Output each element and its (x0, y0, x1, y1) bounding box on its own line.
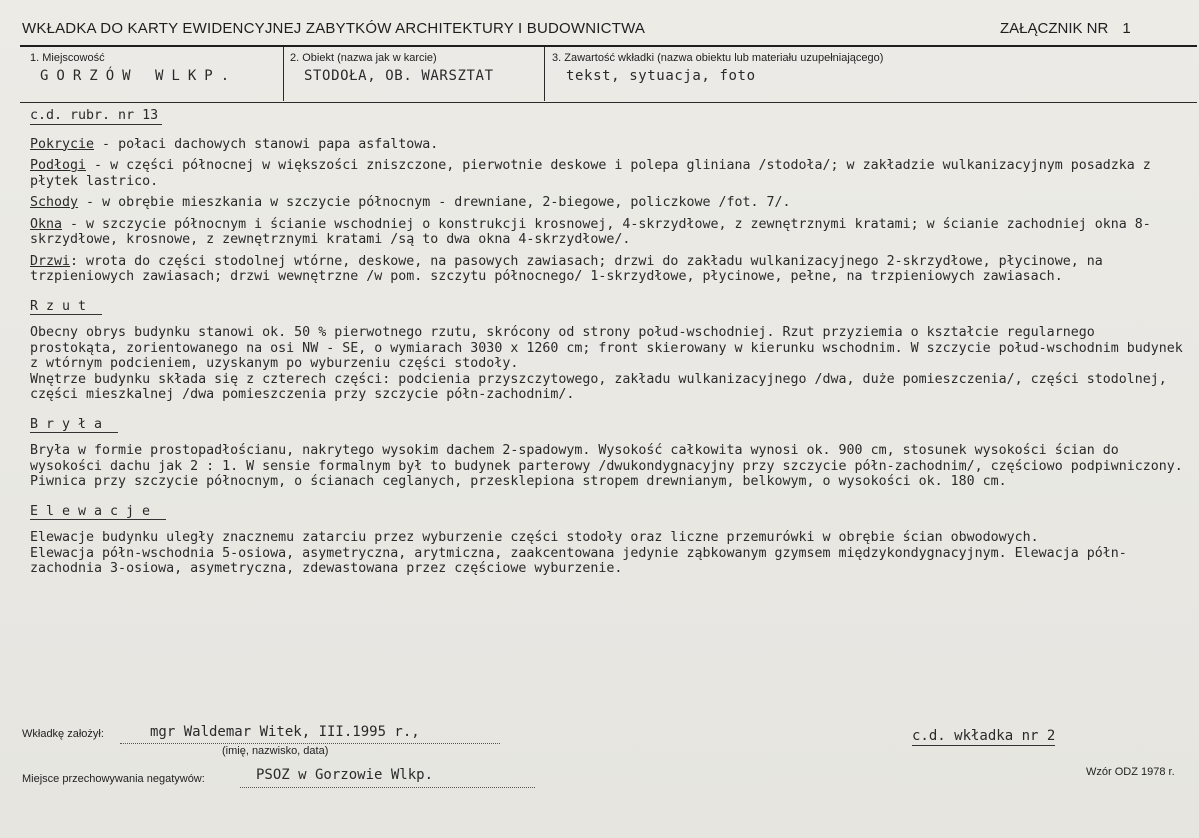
author-label: Wkładkę założył: (22, 728, 104, 740)
author-line (120, 743, 500, 744)
heading-massing: Bryła (30, 417, 118, 434)
text-doors: : wrota do części stodolnej wtórne, deskowe, na pasowych zawiasach; drzwi do zakładu wulkanizacyjnego 2-skrzydłowe, płycinowe, na trzpieniowych zawiasach; drzwi wewnętrzne /w pom. szczytu północnego/ 1-skrzydłowe, płycinowe, pełne, na trzpieniowych zawiasach. (30, 253, 1103, 284)
storage-line (240, 787, 535, 788)
paragraph-roofing (30, 137, 1190, 153)
lead-stairs: Schody (30, 195, 79, 210)
description-body (30, 108, 1190, 583)
object-label: 2. Obiekt (nazwa jak w karcie) (290, 52, 437, 64)
attachment-label: ZAŁĄCZNIK NR (1000, 20, 1109, 37)
continuation-note: c.d. wkładka nr 2 (912, 728, 1056, 744)
form-code: Wzór ODZ 1978 r. (1086, 766, 1175, 778)
paragraph-floors (30, 158, 1190, 189)
contents-value: tekst, sytuacja, foto (566, 68, 756, 84)
locality-value: GORZÓW WLKP. (40, 68, 238, 84)
attachment-number (1000, 20, 1131, 37)
object-value: STODOŁA, OB. WARSZTAT (304, 68, 494, 84)
paragraph-stairs (30, 195, 1190, 211)
paragraph-plan-2: Wnętrze budynku składa się z czterech części: podcienia przyszczytowego, zakładu wulkanizacyjnego /dwa, duże pomieszczenia/, części stodolnej, części mieszkalnej /dwa pomieszczenia przy szczycie półn-zachodnim/. (30, 371, 1167, 402)
lead-roofing: Pokrycie (30, 136, 95, 152)
author-value: mgr Waldemar Witek, III.1995 r., (150, 724, 420, 740)
paragraph-massing: Bryła w formie prostopadłościanu, nakrytego wysokim dachem 2-spadowym. Wysokość całkowita wynosi ok. 900 cm, stosunek wysokości ścian do wysokości dachu jak 2 : 1. W sensie formalnym był to budynek parterowy /dwukondygnacyjny przy szczycie półn-zachodnim/, częściowo podpiwniczony. Piwnica przy szczycie północnym, o ścianach ceglanych, przesklepiona stropem drewnianym, belkowym, o wysokości ok. 180 cm. (30, 443, 1183, 489)
contents-label: 3. Zawartość wkładki (nazwa obiektu lub materiału uzupełniającego) (552, 52, 884, 64)
fields-bottom-rule (20, 102, 1197, 103)
text-windows: - w szczycie północnym i ścianie wschodniej o konstrukcji krosnowej, 4-skrzydłowe, z zewnętrznymi kratami; w ścianie zachodniej okna 8-skrzydłowe, krosnowe, z zewnętrznymi kratami /są to dwa okna 4-skrzydłowe/. (30, 216, 1151, 247)
header-rule (20, 45, 1197, 47)
lead-windows: Okna (30, 216, 63, 232)
author-caption: (imię, nazwisko, data) (222, 745, 329, 757)
text-stairs: - w obrębie mieszkania w szczycie północnym - drewniane, 2-biegowe, policzkowe /fot. 7/. (78, 195, 791, 210)
text-roofing: - połaci dachowych stanowi papa asfaltowa. (94, 136, 439, 152)
field-divider-1 (283, 47, 284, 101)
attachment-value: 1 (1122, 20, 1131, 37)
form-title: WKŁADKA DO KARTY EWIDENCYJNEJ ZABYTKÓW ARCHITEKTURY I BUDOWNICTWA (22, 20, 646, 37)
heading-plan: Rzut (30, 299, 102, 316)
paragraph-doors (30, 254, 1190, 285)
paragraph-plan-1: Obecny obrys budynku stanowi ok. 50 % pierwotnego rzutu, skrócony od strony połud-wschodniej. Rzut przyziemia o kształcie regularnego prostokąta, zorientowanego na osi NW - SE, o wymiarach 3030 x 1260 cm; front skierowany w kierunku wschodnim. W szczycie połud-wschodnim budynek z wtórnym podcieniem, uzyskanym po wyburzeniu części stodoły. (30, 325, 1183, 371)
storage-value: PSOZ w Gorzowie Wlkp. (256, 767, 434, 783)
heading-elevations: Elewacje (30, 504, 166, 521)
storage-label: Miejsce przechowywania negatywów: (22, 773, 205, 785)
lead-doors: Drzwi (30, 253, 71, 269)
lead-floors: Podłogi (30, 158, 87, 173)
section-reference: c.d. rubr. nr 13 (30, 108, 162, 125)
paragraph-elevations-2: Elewacja półn-wschodnia 5-osiowa, asymetryczna, arytmiczna, zaakcentowana jedynie ząbkowanym gzymsem międzykondygnacyjnym. Elewacja półn-zachodnia 3-osiowa, asymetryczna, zdewastowana przez częściowe wyburzenie. (30, 545, 1127, 576)
paragraph-windows (30, 217, 1190, 248)
text-floors: - w części północnej w większości zniszczone, pierwotnie deskowe i polepa gliniana /stodoła/; w zakładzie wulkanizacyjnym posadzka z płytek lastrico. (30, 158, 1151, 189)
paragraph-elevations-1: Elewacje budynku uległy znacznemu zatarciu przez wyburzenie części stodoły oraz liczne przemurówki w obrębie ścian obwodowych. (30, 530, 1039, 545)
field-divider-2 (544, 47, 545, 101)
locality-label: 1. Miejscowość (30, 52, 105, 64)
